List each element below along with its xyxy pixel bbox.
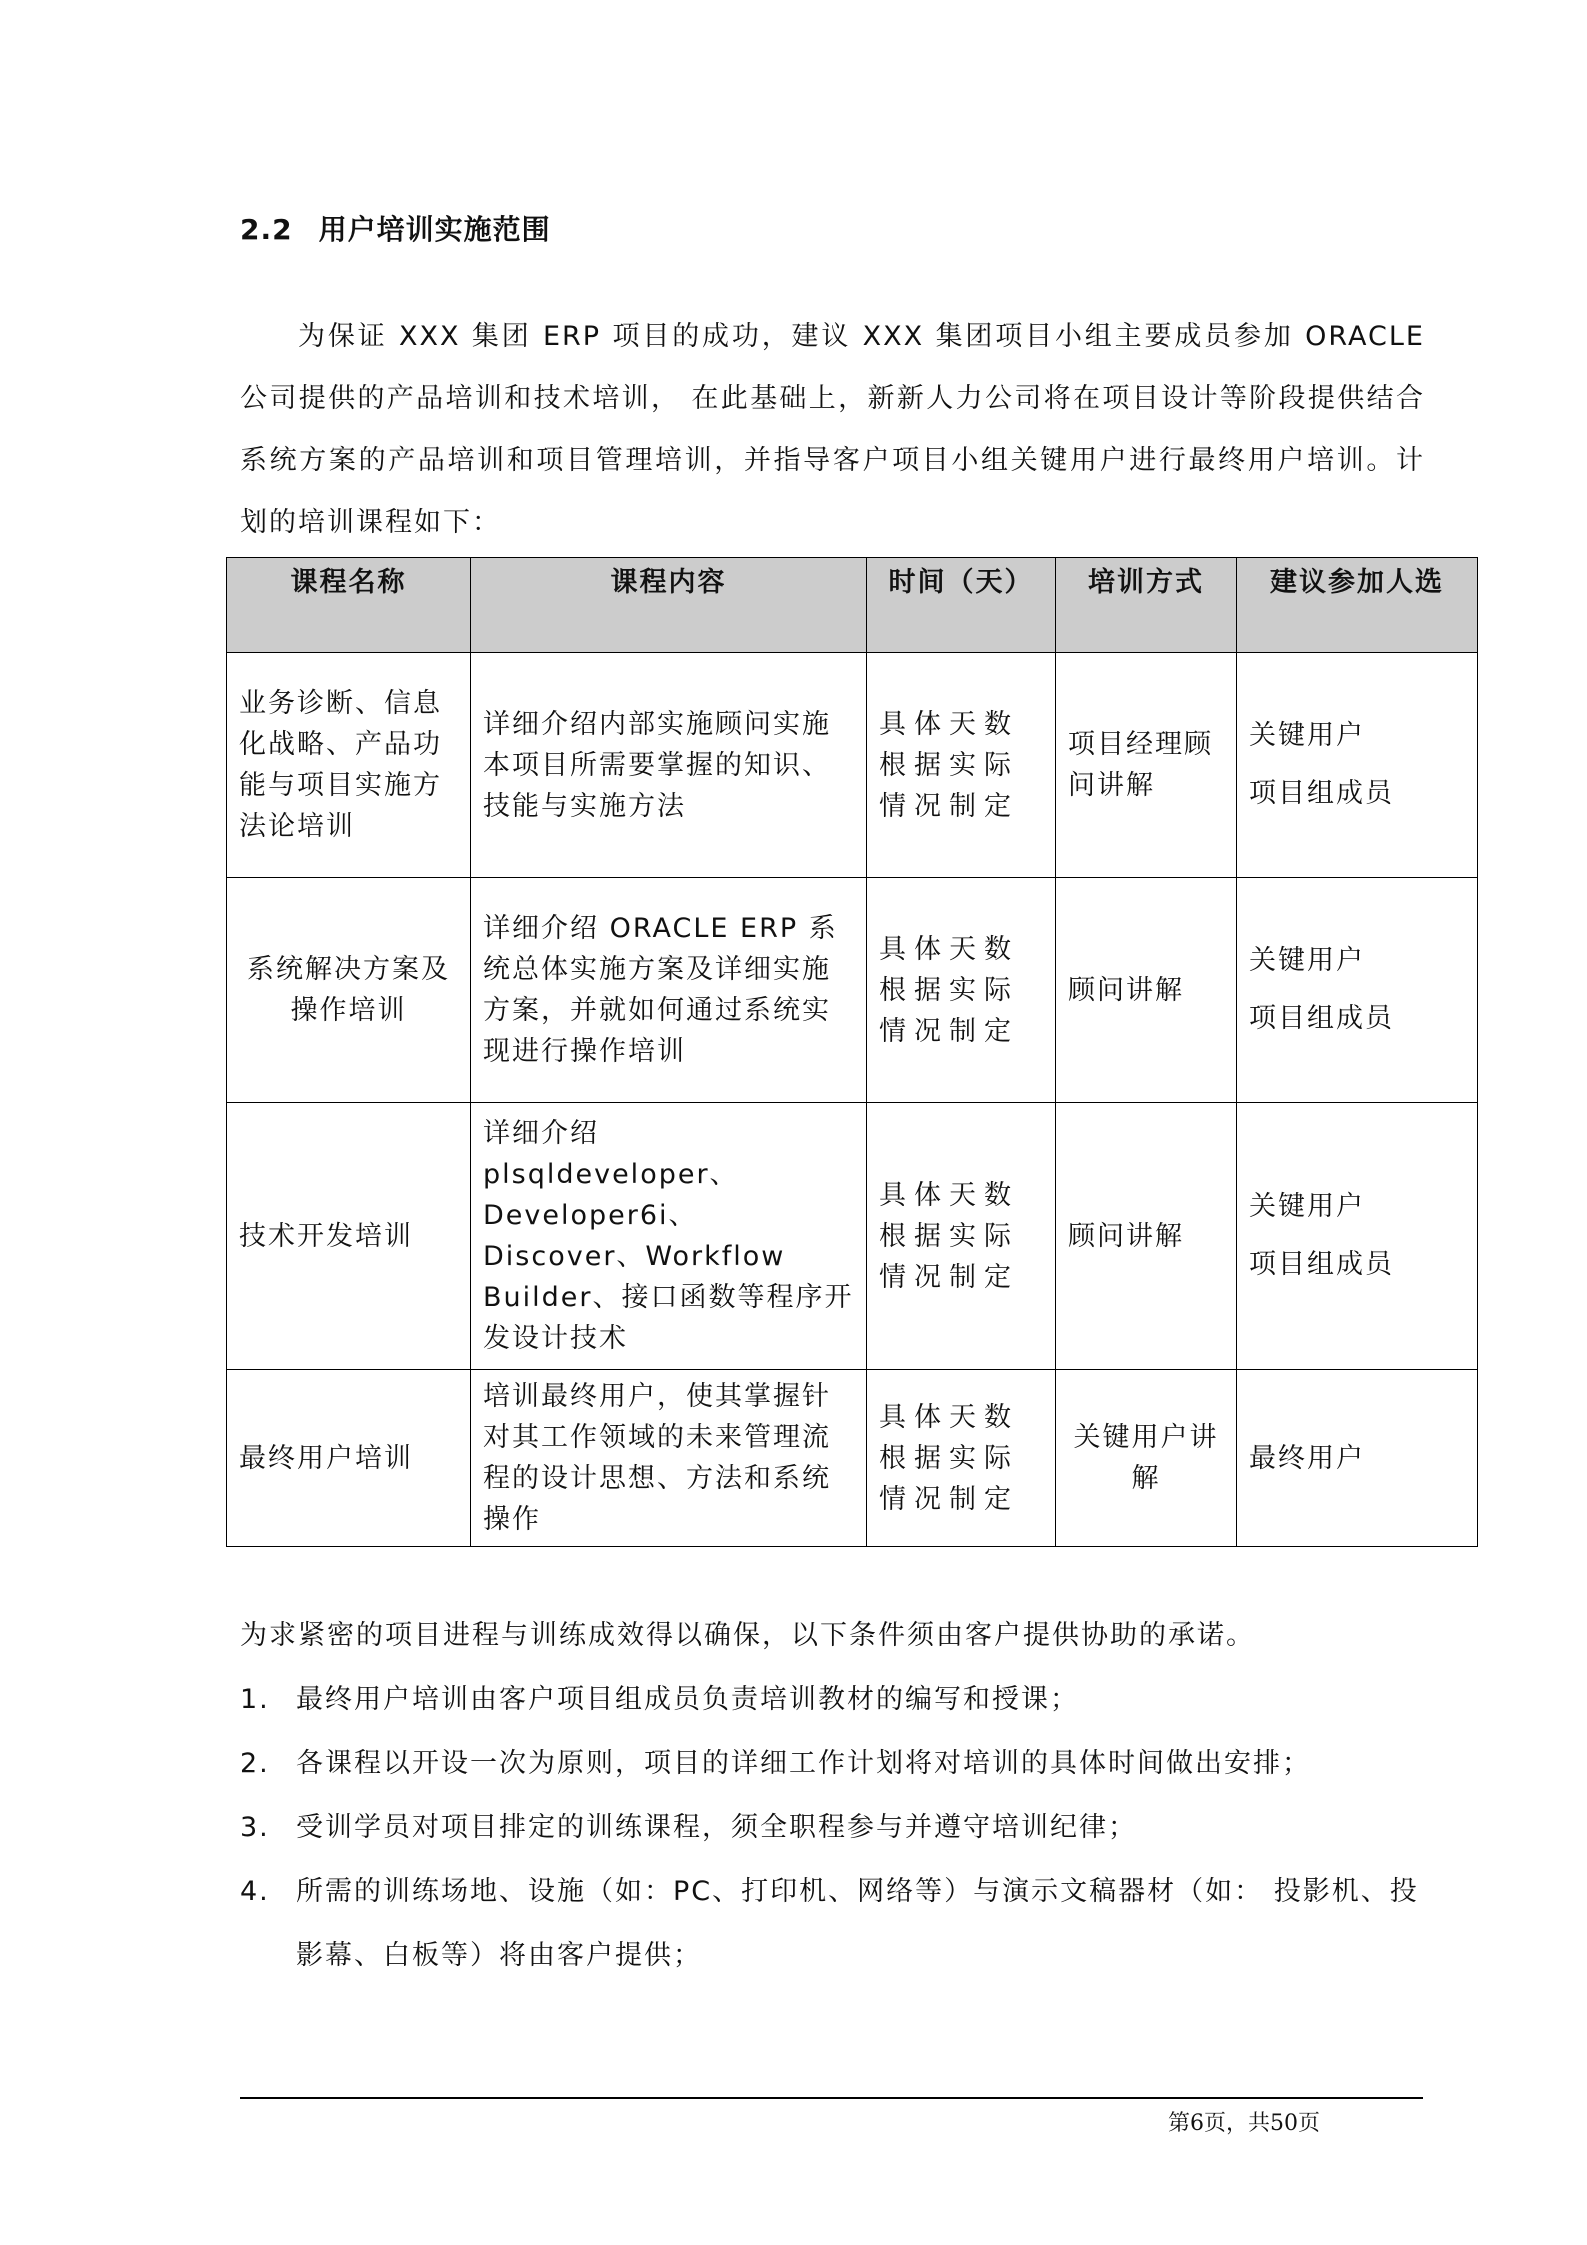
- participant: 关键用户: [1249, 945, 1365, 976]
- cell-course-content: 培训最终用户，使其掌握针对其工作领域的未来管理流程的设计思想、方法和系统操作: [471, 1370, 867, 1547]
- list-text: 各课程以开设一次为原则，项目的详细工作计划将对培训的具体时间做出安排；: [296, 1748, 1311, 1779]
- cell-time: 具体天数根据实际情况制定: [867, 878, 1056, 1103]
- cell-method: 顾问讲解: [1056, 1103, 1237, 1370]
- conditions-lead: 为求紧密的项目进程与训练成效得以确保，以下条件须由客户提供协助的承诺。: [240, 1620, 1255, 1651]
- list-text: 受训学员对项目排定的训练课程，须全职程参与并遵守培训纪律；: [296, 1812, 1137, 1843]
- list-item: [240, 1732, 1430, 1796]
- cell-course-name: 最终用户培训: [227, 1370, 471, 1547]
- header-course-name: 课程名称: [227, 558, 471, 653]
- header-course-content: 课程内容: [471, 558, 867, 653]
- cell-time: 具体天数根据实际情况制定: [867, 653, 1056, 878]
- conditions-section: [240, 1604, 1430, 1988]
- participant: 项目组成员: [1249, 1249, 1394, 1280]
- cell-course-content: 详细介绍 ORACLE ERP 系统总体实施方案及详细实施方案，并就如何通过系统实现进行操作培训: [471, 878, 867, 1103]
- header-training-method: 培训方式: [1056, 558, 1237, 653]
- participant: 最终用户: [1249, 1442, 1365, 1474]
- header-time-days: 时间（天）: [867, 558, 1056, 653]
- intro-paragraph: [240, 306, 1425, 554]
- cell-time: 具体天数根据实际情况制定: [867, 1103, 1056, 1370]
- table-row: [227, 653, 1478, 878]
- cell-course-content: 详细介绍内部实施顾问实施本项目所需要掌握的知识、技能与实施方法: [471, 653, 867, 878]
- cell-method: 关键用户讲解: [1056, 1370, 1237, 1547]
- table-header-row: [227, 558, 1478, 653]
- cell-participants: [1237, 653, 1478, 878]
- cell-method: 顾问讲解: [1056, 878, 1237, 1103]
- cell-course-name: 业务诊断、信息化战略、产品功能与项目实施方法论培训: [227, 653, 471, 878]
- cell-participants: [1237, 1370, 1478, 1547]
- footer-divider: [240, 2097, 1423, 2099]
- page-number: 第6页，共50页: [1168, 2111, 1320, 2136]
- table-row: [227, 1103, 1478, 1370]
- participant: 关键用户: [1249, 1191, 1365, 1222]
- list-number: 3.: [240, 1812, 270, 1843]
- cell-course-name: 系统解决方案及操作培训: [227, 878, 471, 1103]
- list-item: [240, 1668, 1430, 1732]
- participant: 项目组成员: [1249, 778, 1394, 809]
- list-number: 2.: [240, 1748, 270, 1779]
- cell-course-content: 详细介绍 plsqldeveloper、Developer6i、Discover、Workflow Builder、接口函数等程序开发设计技术: [471, 1103, 867, 1370]
- list-number: 1.: [240, 1684, 270, 1715]
- participant: 项目组成员: [1249, 1003, 1394, 1034]
- conditions-list: [240, 1668, 1430, 1988]
- list-number: 4.: [240, 1876, 270, 1907]
- cell-participants: [1237, 1103, 1478, 1370]
- list-item: [240, 1860, 1430, 1988]
- list-text: 所需的训练场地、设施（如：PC、打印机、网络等）与演示文稿器材（如： 投影机、投影幕、白板等）将由客户提供；: [296, 1876, 1419, 1971]
- list-text: 最终用户培训由客户项目组成员负责培训教材的编写和授课；: [296, 1684, 1079, 1715]
- list-item: [240, 1796, 1430, 1860]
- section-heading: [240, 208, 551, 248]
- cell-course-name: 技术开发培训: [227, 1103, 471, 1370]
- cell-participants: [1237, 878, 1478, 1103]
- intro-text: 为保证 XXX 集团 ERP 项目的成功，建议 XXX 集团项目小组主要成员参加 ORACLE 公司提供的产品培训和技术培训， 在此基础上，新新人力公司将在项目设计等阶段提供结合系统方案的产品培训和项目管理培训，并指导客户项目小组关键用户进行最终用户培训。计划的培训课程如下：: [240, 321, 1425, 538]
- table-row: [227, 878, 1478, 1103]
- participant: 关键用户: [1249, 720, 1365, 751]
- header-participants: 建议参加人选: [1237, 558, 1478, 653]
- cell-time: 具体天数根据实际情况制定: [867, 1370, 1056, 1547]
- cell-method: 项目经理顾问讲解: [1056, 653, 1237, 878]
- table-row: [227, 1370, 1478, 1547]
- section-number: 2.2: [240, 213, 293, 246]
- training-plan-table: [226, 557, 1478, 1547]
- section-title: 用户培训实施范围: [318, 213, 551, 246]
